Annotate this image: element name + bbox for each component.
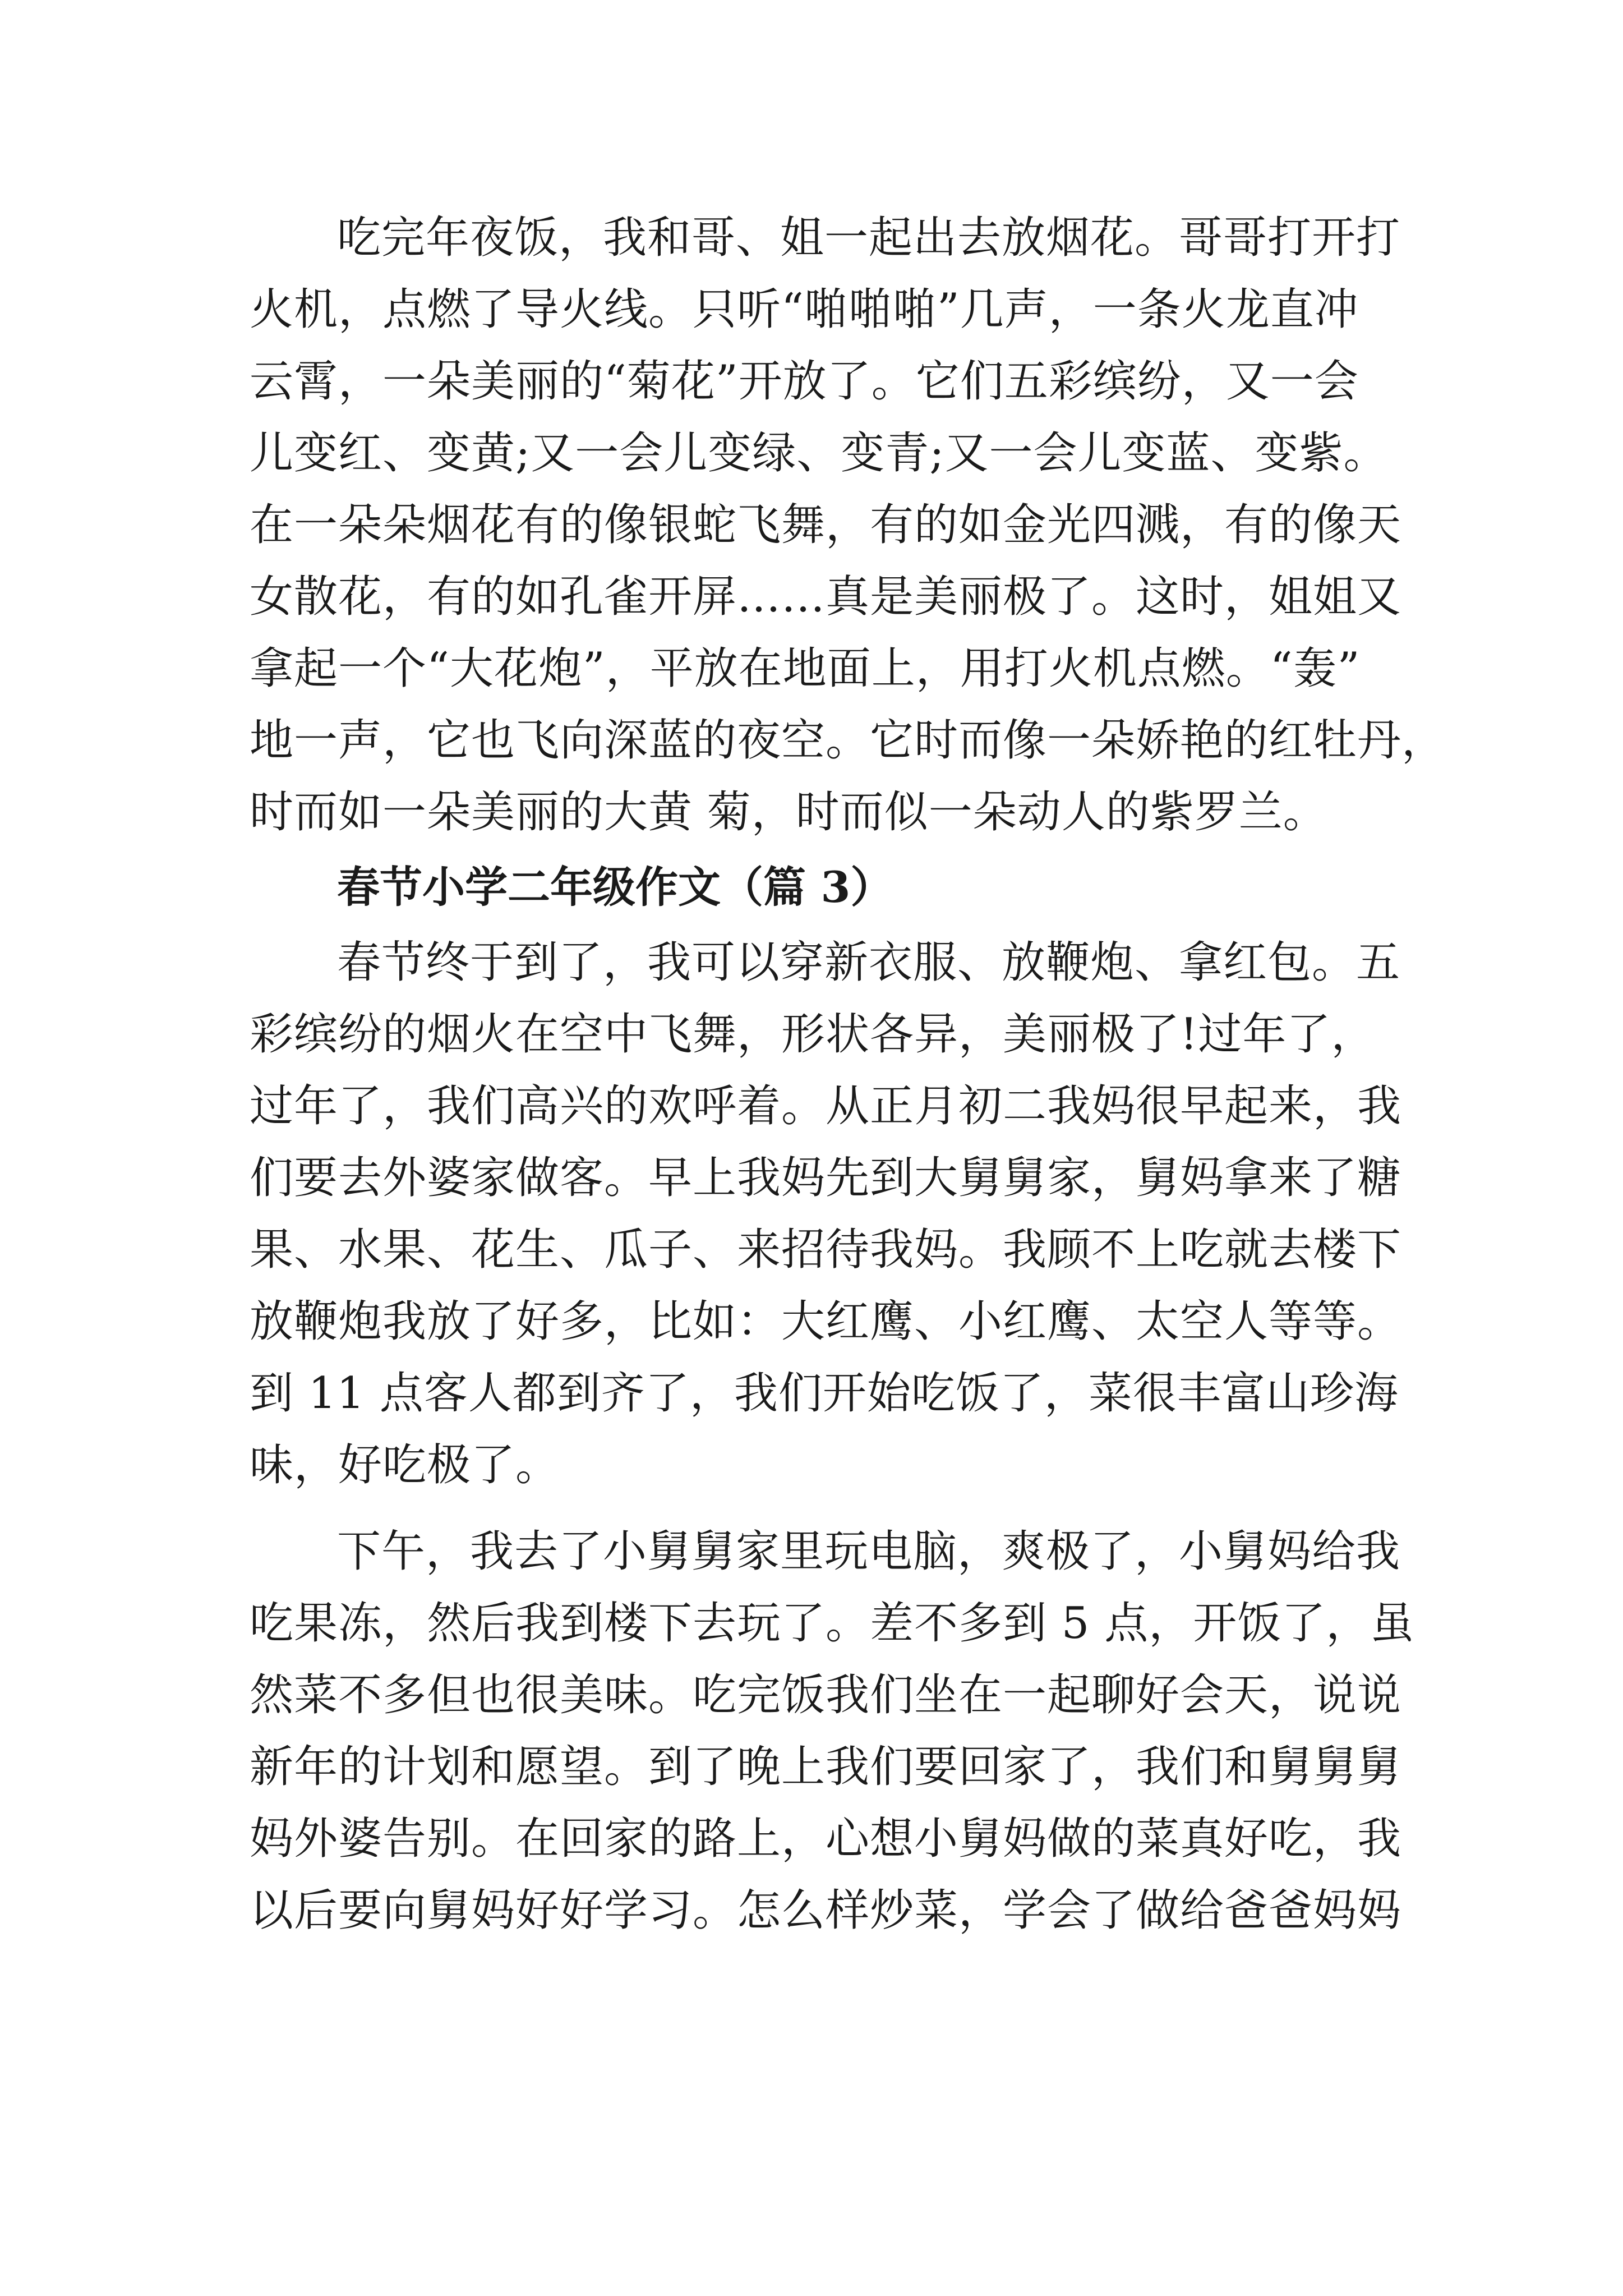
text-line: 儿变红、变黄;又一会儿变绿、变青;又一会儿变蓝、变紫。	[250, 428, 1388, 478]
paragraph-spring-festival	[250, 927, 1402, 1501]
text-line: 味，好吃极了。	[250, 1440, 560, 1490]
text-line: 以后要向舅妈好好学习。怎么样炒菜，学会了做给爸爸妈妈	[250, 1885, 1402, 1936]
text-line: 拿起一个“大花炮”，平放在地面上，用打火机点燃。“轰”	[250, 643, 1361, 694]
text-line: 果、水果、花生、瓜子、来招待我妈。我顾不上吃就去楼下	[250, 1225, 1402, 1275]
text-line: 吃完年夜饭，我和哥、姐一起出去放烟花。哥哥打开打	[337, 213, 1401, 263]
text-line: 新年的计划和愿望。到了晚上我们要回家了，我们和舅舅舅	[250, 1742, 1402, 1792]
document-page	[250, 202, 1446, 1947]
text-line: 吃果冻，然后我到楼下去玩了。差不多到 5 点，开饭了，虽	[250, 1598, 1415, 1649]
text-line: 春节终于到了，我可以穿新衣服、放鞭炮、拿红包。五	[337, 937, 1401, 988]
text-line: 到 11 点客人都到齐了，我们开始吃饭了，菜很丰富山珍海	[250, 1368, 1399, 1419]
text-line: 在一朵朵烟花有的像银蛇飞舞，有的如金光四溅，有的像天	[250, 500, 1402, 550]
text-line: 火机，点燃了导火线。只听“啪啪啪”几声，一条火龙直冲	[250, 284, 1359, 335]
text-line: 地一声，它也飞向深蓝的夜空。它时而像一朵娇艳的红牡丹，	[250, 715, 1446, 766]
paragraph-fireworks	[250, 202, 1446, 848]
text-line: 女散花，有的如孔雀开屏……真是美丽极了。这时，姐姐又	[250, 572, 1402, 622]
text-line: 们要去外婆家做客。早上我妈先到大舅舅家，舅妈拿来了糖	[250, 1153, 1402, 1203]
section-heading: 春节小学二年级作文（篇 3）	[337, 862, 893, 912]
text-line: 云霄，一朵美丽的“菊花”开放了。它们五彩缤纷，又一会	[250, 356, 1359, 407]
text-line: 妈外婆告别。在回家的路上，心想小舅妈做的菜真好吃，我	[250, 1814, 1402, 1864]
text-line: 下午，我去了小舅舅家里玩电脑，爽极了，小舅妈给我	[337, 1526, 1401, 1577]
text-line: 然菜不多但也很美味。吃完饭我们坐在一起聊好会天，说说	[250, 1670, 1402, 1720]
paragraph-afternoon	[250, 1516, 1415, 1947]
text-line: 时而如一朵美丽的大黄 菊，时而似一朵动人的紫罗兰。	[250, 787, 1327, 838]
text-line: 放鞭炮我放了好多，比如：大红鹰、小红鹰、太空人等等。	[250, 1296, 1402, 1347]
text-line: 彩缤纷的烟火在空中飞舞，形状各异，美丽极了!过年了，	[250, 1009, 1376, 1060]
text-line: 过年了，我们高兴的欢呼着。从正月初二我妈很早起来，我	[250, 1081, 1402, 1131]
